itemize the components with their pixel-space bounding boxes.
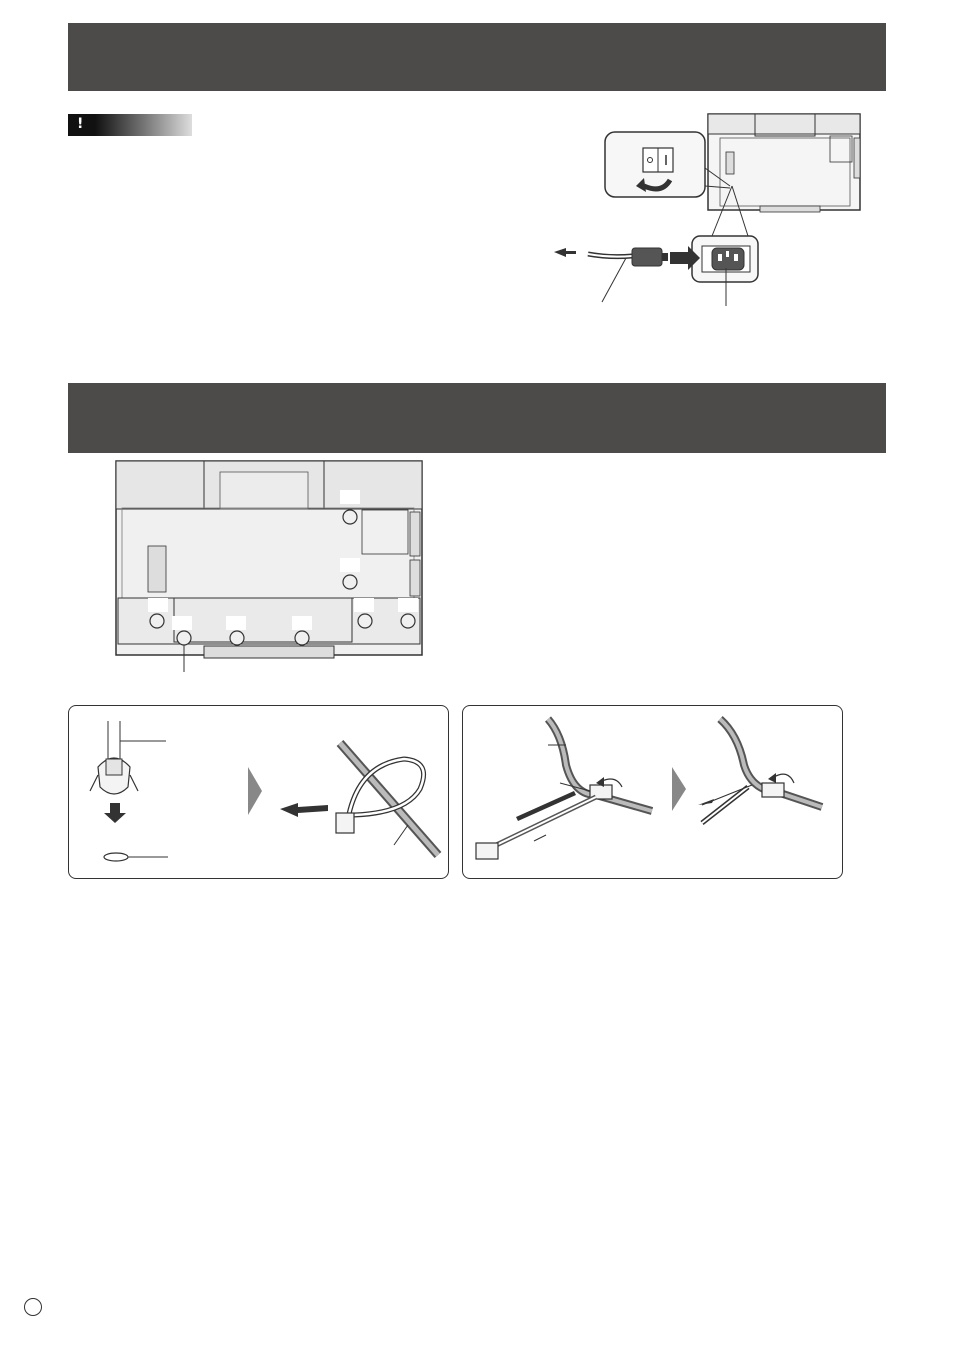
clamp-attach-illustration <box>68 705 449 879</box>
clamp-hole <box>230 631 244 645</box>
monitor-rear-illustration <box>114 460 426 675</box>
clamp-hole <box>295 631 309 645</box>
caution-label <box>68 114 192 136</box>
clamp-hole <box>343 510 357 524</box>
cable-tie-illustration <box>462 705 843 879</box>
clamp-hole <box>358 614 372 628</box>
clamp-icon <box>90 721 166 794</box>
page-language-marker <box>24 1298 42 1316</box>
section-header-band-1 <box>68 23 886 91</box>
arrow-icon <box>248 767 262 815</box>
arrow-icon <box>672 767 686 811</box>
clamp-hole <box>150 614 164 628</box>
caution-icon: ! <box>77 116 84 132</box>
clamp-hole <box>343 575 357 589</box>
clamp-hole <box>177 631 191 645</box>
clamp-hole <box>401 614 415 628</box>
section-header-band-2 <box>68 383 886 453</box>
power-connection-illustration <box>540 108 870 313</box>
